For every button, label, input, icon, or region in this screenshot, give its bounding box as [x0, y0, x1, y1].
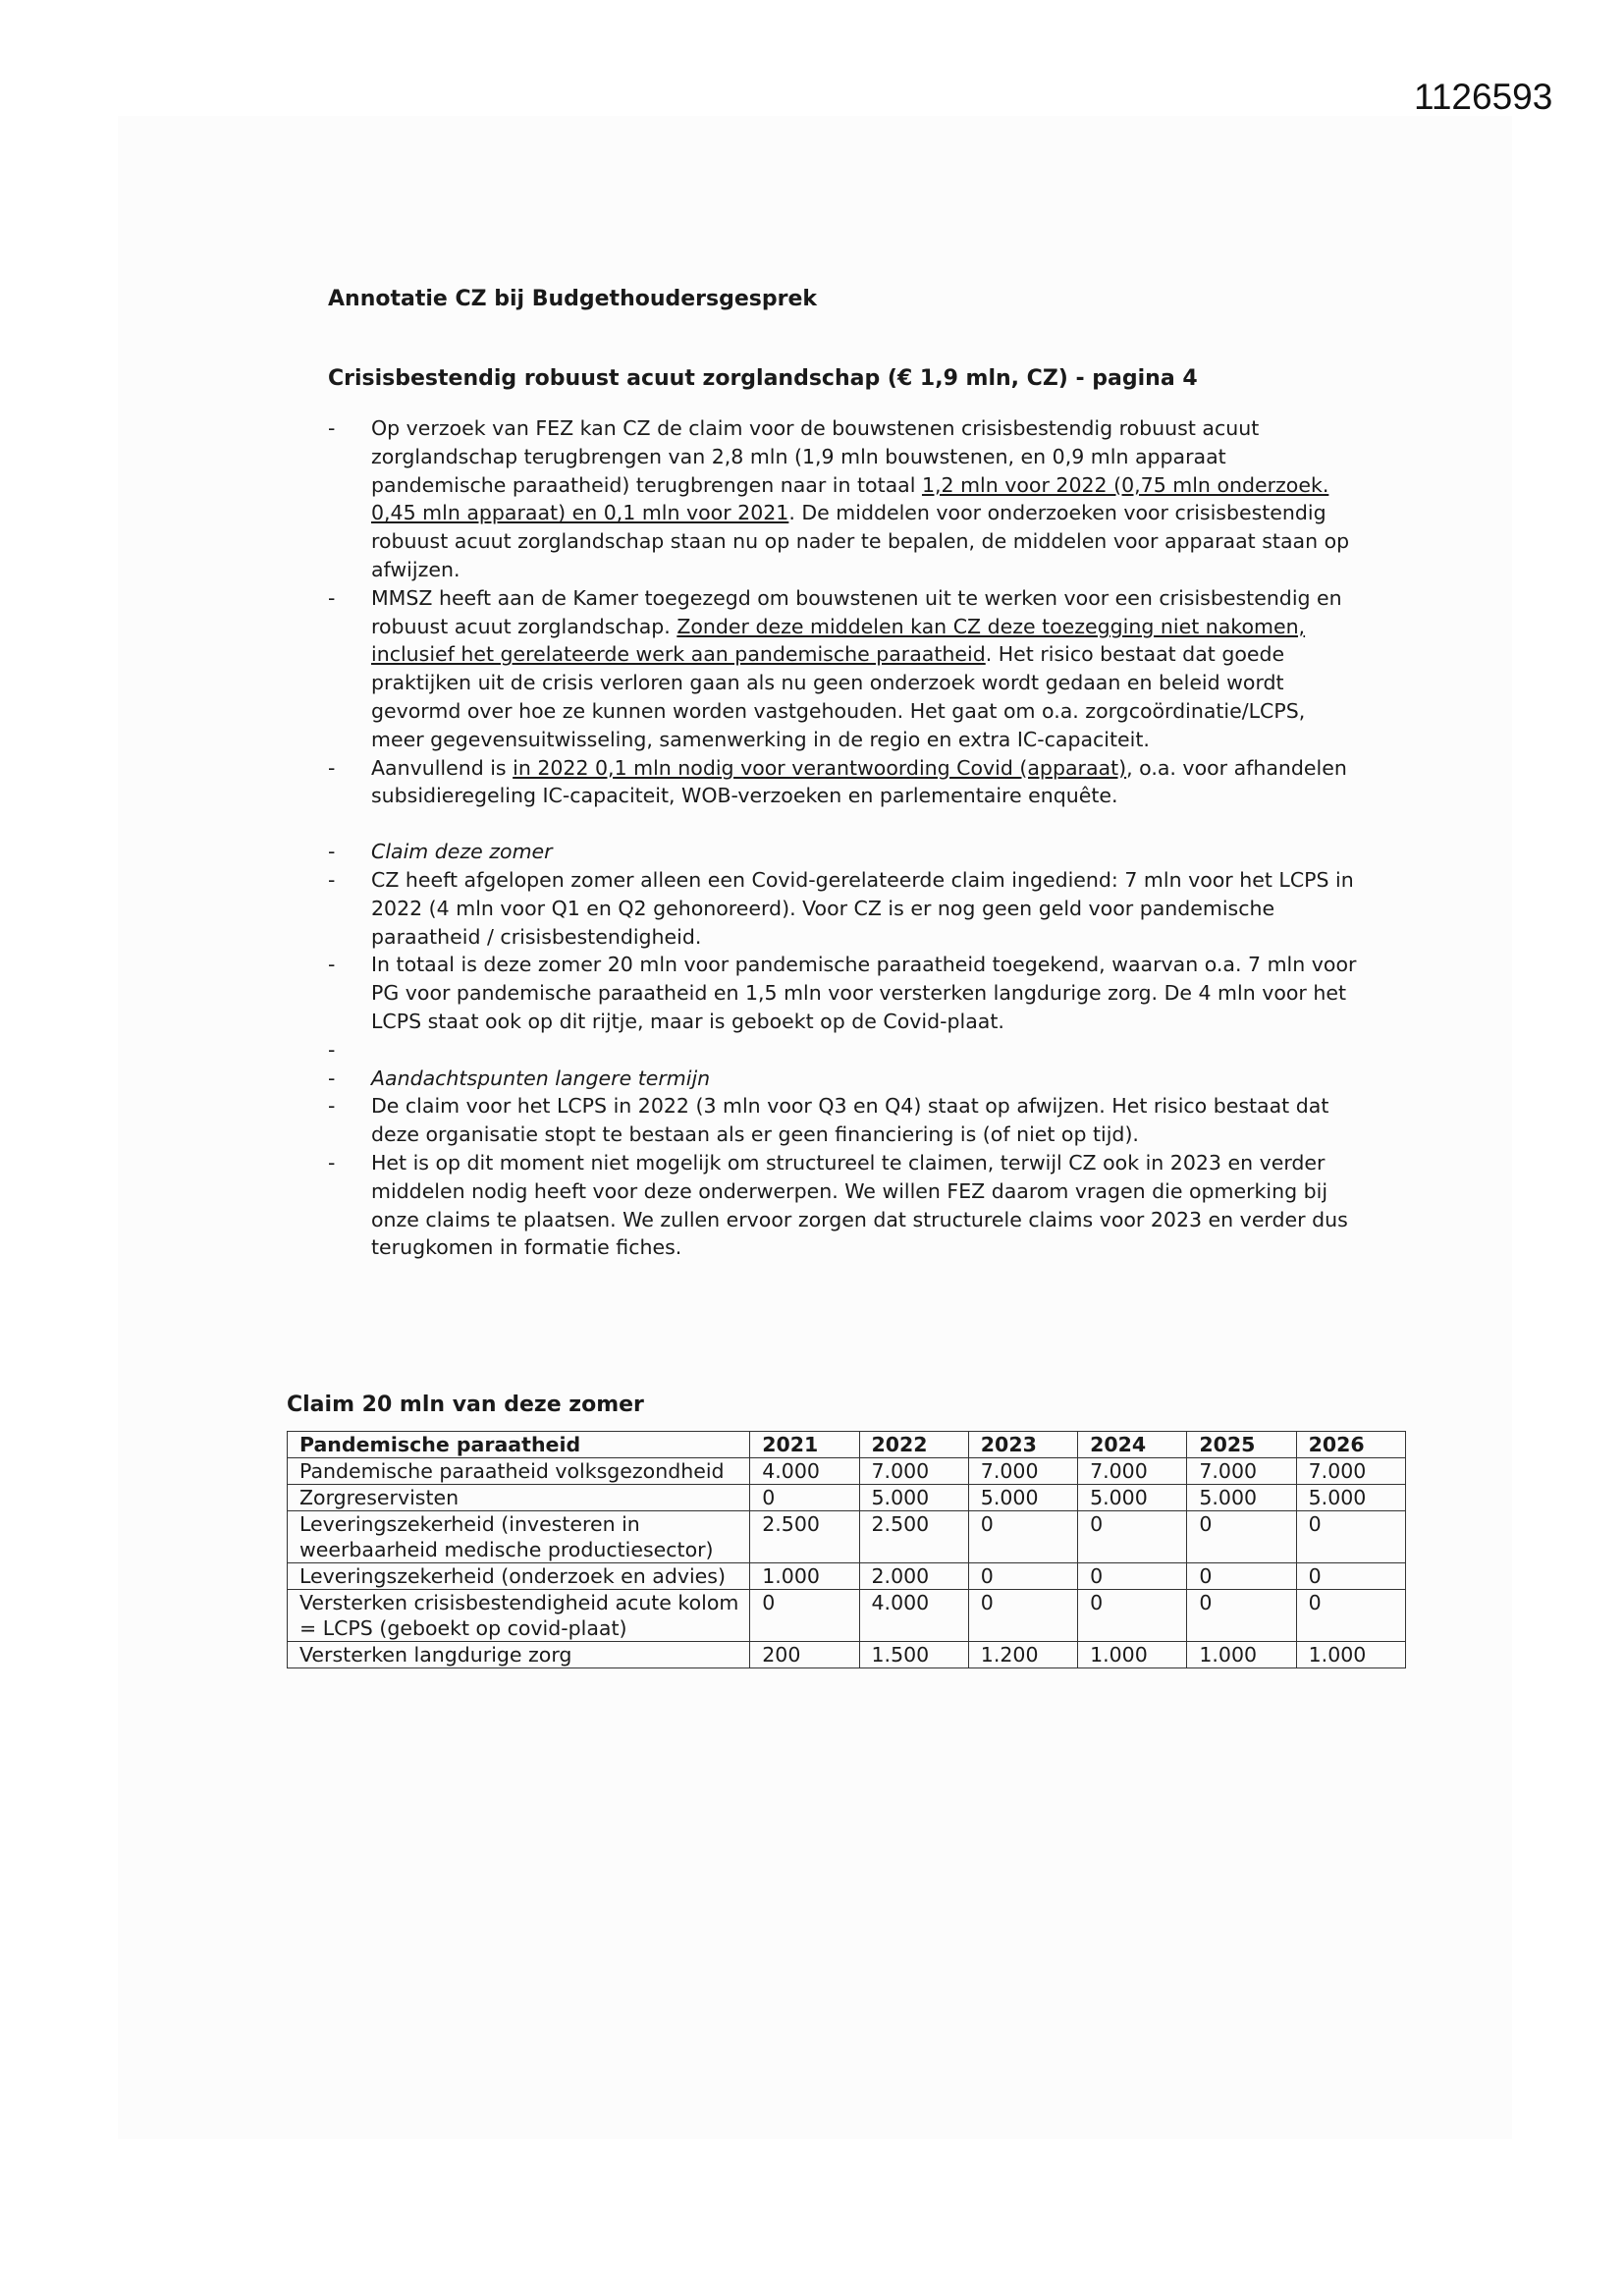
- table-cell: 0: [750, 1485, 859, 1511]
- document-title: Annotatie CZ bij Budgethoudersgesprek: [328, 287, 818, 311]
- dash-marker: -: [328, 1037, 336, 1062]
- table-row: [288, 1590, 1406, 1642]
- table-cell: 7.000: [968, 1458, 1077, 1485]
- dash-marker: -: [328, 755, 336, 780]
- table-cell: 0: [968, 1511, 1077, 1563]
- column-header: 2025: [1187, 1432, 1296, 1458]
- dash-marker: -: [328, 1094, 336, 1119]
- table-row: [288, 1511, 1406, 1563]
- table-cell: 0: [750, 1590, 859, 1642]
- bullet-text: , o.a. voor afhandelen subsidieregeling IC-capaciteit, WOB-verzoeken en parlementaire enquête.: [371, 755, 1347, 808]
- table-cell: 2.500: [859, 1511, 968, 1563]
- subheading-claim-deze-zomer: Claim deze zomer: [371, 840, 553, 864]
- table-cell: 0: [1187, 1590, 1296, 1642]
- subheading-aandachtspunten: Aandachtspunten langere termijn: [371, 1066, 711, 1090]
- table-cell: 2.000: [859, 1563, 968, 1590]
- table-row: [288, 1642, 1406, 1668]
- table-cell: 0: [1078, 1590, 1187, 1642]
- table-cell: 0: [1078, 1511, 1187, 1563]
- table-cell: 1.000: [1187, 1642, 1296, 1668]
- table-cell: 4.000: [750, 1458, 859, 1485]
- bullet-text: De claim voor het LCPS in 2022 (3 mln voor Q3 en Q4) staat op afwijzen. Het risico bestaat dat deze organisatie stopt te bestaan als er geen financiering is (of niet op tijd).: [371, 1094, 1329, 1147]
- table-cell: 2.500: [750, 1511, 859, 1563]
- table-cell: 1.000: [1296, 1642, 1405, 1668]
- claims-table: [287, 1431, 1406, 1668]
- column-header: 2026: [1296, 1432, 1405, 1458]
- dash-marker: -: [328, 1066, 336, 1090]
- bullet-text: CZ heeft afgelopen zomer alleen een Covid-gerelateerde claim ingediend: 7 mln voor het LCPS in 2022 (4 mln voor Q1 en Q2 gehonoreerd). Voor CZ is er nog geen geld voor pandemische paraatheid / crisisbestendigheid.: [371, 867, 1354, 949]
- table-row: [288, 1485, 1406, 1511]
- section-title: Crisisbestendig robuust acuut zorglandschap (€ 1,9 mln, CZ) - pagina 4: [328, 366, 1198, 391]
- bullet-text: MMSZ heeft aan de Kamer toegezegd om bouwstenen uit te werken voor een crisisbestendig en robuust acuut zorglandschap.: [371, 585, 1342, 638]
- dash-marker: -: [328, 1150, 336, 1175]
- bullet-text: . Het risico bestaat dat goede praktijken uit de crisis verloren gaan als nu geen onderzoek wordt gedaan en beleid wordt gevormd over hoe ze kunnen worden vastgehouden. Het gaat om o.a. zorgcoördinatie/LCPS, meer gegevensuitwisseling, samenwerking in de regio en extra IC-capaciteit.: [371, 642, 1306, 751]
- table-cell: 7.000: [1296, 1458, 1405, 1485]
- column-header: 2024: [1078, 1432, 1187, 1458]
- table-cell: 0: [968, 1563, 1077, 1590]
- table-cell: Zorgreservisten: [288, 1485, 750, 1511]
- bullet-underlined-text: in 2022 0,1 mln nodig voor verantwoording Covid (apparaat): [513, 755, 1127, 780]
- table-cell: 7.000: [1078, 1458, 1187, 1485]
- column-header: Pandemische paraatheid: [288, 1432, 750, 1458]
- table-cell: 5.000: [1296, 1485, 1405, 1511]
- table-cell: 5.000: [1078, 1485, 1187, 1511]
- table-cell: 7.000: [1187, 1458, 1296, 1485]
- annotation-content: [328, 287, 1359, 1262]
- list-item: [328, 754, 1359, 811]
- table-cell: 0: [968, 1590, 1077, 1642]
- table-cell: 1.000: [1078, 1642, 1187, 1668]
- table-cell: 0: [1296, 1563, 1405, 1590]
- table-header-row: [288, 1432, 1406, 1458]
- table-cell: 0: [1296, 1511, 1405, 1563]
- column-header: 2022: [859, 1432, 968, 1458]
- column-header: 2023: [968, 1432, 1077, 1458]
- list-item: [328, 838, 1359, 866]
- bullet-text: In totaal is deze zomer 20 mln voor pandemische paraatheid toegekend, waarvan o.a. 7 mln voor PG voor pandemische paraatheid en 1,5 mln voor versterken langdurige zorg. De 4 mln voor het LCPS staat ook op dit rijtje, maar is geboekt op de Covid-plaat.: [371, 953, 1357, 1033]
- table-cell: Leveringszekerheid (onderzoek en advies): [288, 1563, 750, 1590]
- table-cell: 5.000: [1187, 1485, 1296, 1511]
- list-item: [328, 1092, 1359, 1149]
- bullet-text: Op verzoek van FEZ kan CZ de claim voor de bouwstenen crisisbestendig robuust acuut zorglandschap terugbrengen van 2,8 mln (1,9 mln bouwstenen, en 0,9 mln apparaat pandemische paraatheid) terugbrengen naar in totaal: [371, 416, 1260, 497]
- table-cell: Pandemische paraatheid volksgezondheid: [288, 1458, 750, 1485]
- table-cell: 1.000: [750, 1563, 859, 1590]
- list-item: [328, 1065, 1359, 1093]
- table-cell: 0: [1187, 1563, 1296, 1590]
- bullet-text: . De middelen voor onderzoeken voor crisisbestendig robuust acuut zorglandschap staan nu op nader te bepalen, de middelen voor apparaat staan op afwijzen.: [371, 501, 1350, 581]
- table-cell: Leveringszekerheid (investeren in weerbaarheid medische productiesector): [288, 1511, 750, 1563]
- dash-marker: -: [328, 840, 336, 864]
- list-item: [328, 1036, 1359, 1065]
- list-item: [328, 866, 1359, 951]
- table-cell: 7.000: [859, 1458, 968, 1485]
- bullet-underlined-text: Zonder deze middelen kan CZ deze toezegging niet nakomen, inclusief het gerelateerde werk aan pandemische paraatheid: [371, 614, 1306, 667]
- bullet-text-empty: [371, 1038, 378, 1062]
- table-cell: 0: [1187, 1511, 1296, 1563]
- table-title: Claim 20 mln van deze zomer: [287, 1393, 644, 1417]
- table-cell: 5.000: [859, 1485, 968, 1511]
- dash-marker: -: [328, 953, 336, 977]
- bullet-text: Het is op dit moment niet mogelijk om structureel te claimen, terwijl CZ ook in 2023 en verder middelen nodig heeft voor deze onderwerpen. We willen FEZ daarom vragen die opmerking bij onze claims te plaatsen. We zullen ervoor zorgen dat structurele claims voor 2023 en verder dus terugkomen in formatie fiches.: [371, 1150, 1348, 1260]
- list-item: [328, 584, 1359, 754]
- table-cell: Versterken langdurige zorg: [288, 1642, 750, 1668]
- list-item: [328, 414, 1359, 584]
- dash-marker: -: [328, 585, 336, 610]
- table-row: [288, 1458, 1406, 1485]
- dash-marker: -: [328, 867, 336, 892]
- bullet-underlined-text: 1,2 mln voor 2022 (0,75 mln onderzoek. 0,45 mln apparaat) en 0,1 mln voor 2021: [371, 472, 1329, 525]
- table-cell: 1.200: [968, 1642, 1077, 1668]
- list-item: [328, 1149, 1359, 1262]
- table-cell: 1.500: [859, 1642, 968, 1668]
- table-row: [288, 1563, 1406, 1590]
- column-header: 2021: [750, 1432, 859, 1458]
- bullet-text: Aanvullend is: [371, 755, 514, 780]
- dash-marker: -: [328, 416, 336, 440]
- document-number: 1126593: [1414, 77, 1553, 117]
- list-item: [328, 951, 1359, 1035]
- table-cell: 0: [1296, 1590, 1405, 1642]
- claims-table-section: [287, 1393, 1406, 1668]
- bullet-list: [328, 414, 1359, 1262]
- table-cell: 200: [750, 1642, 859, 1668]
- table-cell: 5.000: [968, 1485, 1077, 1511]
- table-cell: 0: [1078, 1563, 1187, 1590]
- table-cell: Versterken crisisbestendigheid acute kolom = LCPS (geboekt op covid-plaat): [288, 1590, 750, 1642]
- table-cell: 4.000: [859, 1590, 968, 1642]
